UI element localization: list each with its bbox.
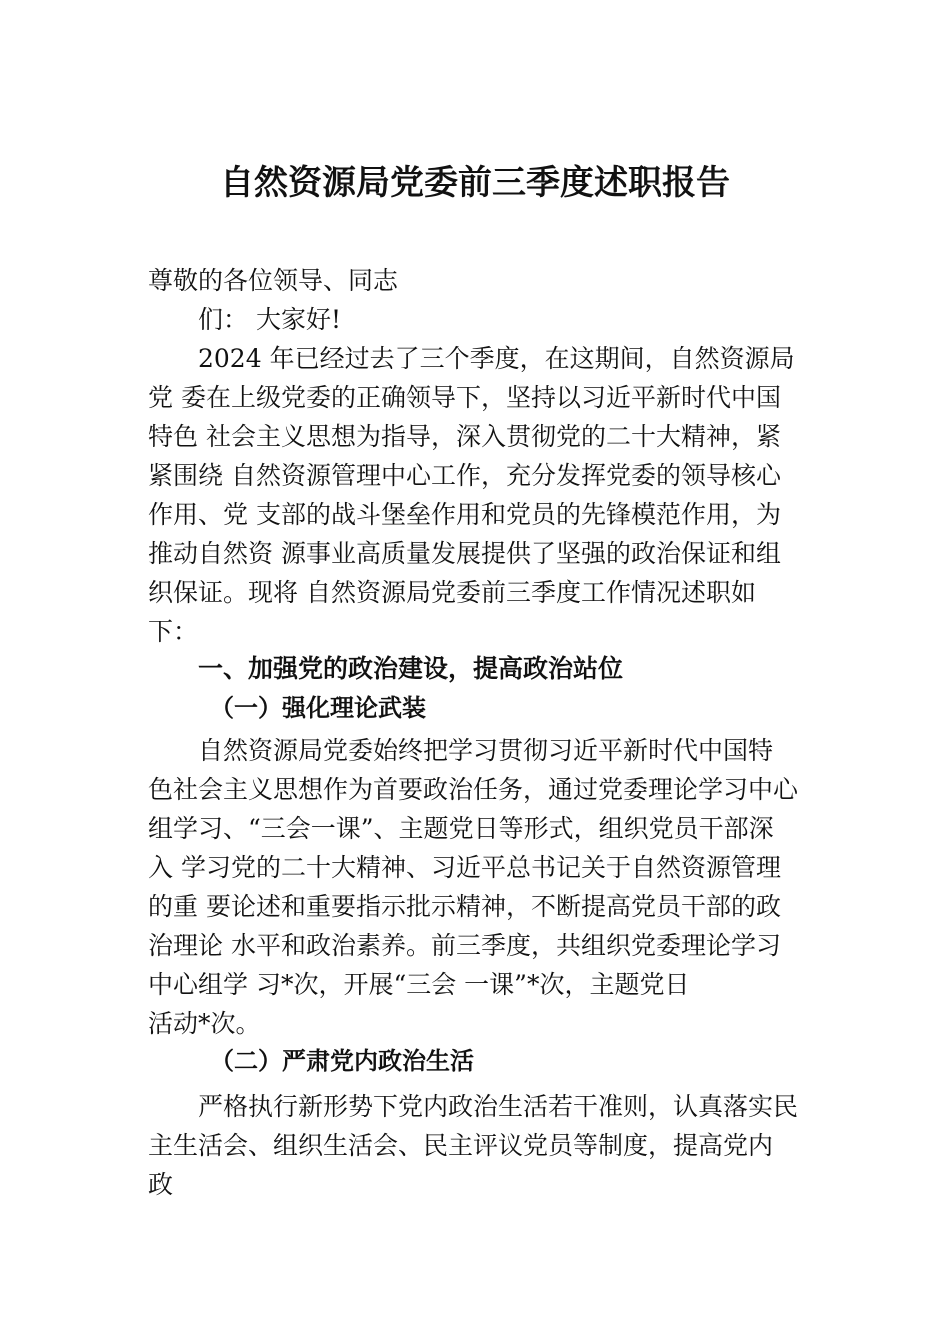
document-title: 自然资源局党委前三季度述职报告 xyxy=(220,163,730,203)
intro-line-7: 织保证。现将 自然资源局党委前三季度工作情况述职如 xyxy=(148,578,756,607)
intro-line-6: 推动自然资 源事业高质量发展提供了坚强的政治保证和组 xyxy=(148,539,781,568)
sub1-line-2: 色社会主义思想作为首要政治任务，通过党委理论学习中心 xyxy=(148,775,799,804)
section-1-heading: 一、加强党的政治建设，提高政治站位 xyxy=(198,654,624,683)
sub2-line-3: 政 xyxy=(148,1170,174,1199)
sub1-line-8: 活动*次。 xyxy=(148,1009,261,1038)
sub1-line-1: 自然资源局党委始终把学习贯彻习近平新时代中国特 xyxy=(198,736,774,765)
intro-line-3: 特色 社会主义思想为指导，深入贯彻党的二十大精神，紧 xyxy=(148,422,781,451)
sub1-line-5: 的重 要论述和重要指示批示精神，不断提高党员干部的政 xyxy=(148,892,781,921)
subsection-2-heading: （二）严肃党内政治生活 xyxy=(210,1046,474,1075)
greeting-line-2: 们： 大家好! xyxy=(198,305,341,334)
sub1-line-3: 组学习、“三会一课”、主题党日等形式，组织党员干部深 xyxy=(148,814,774,843)
subsection-1-heading: （一）强化理论武装 xyxy=(210,693,426,722)
sub1-line-6: 治理论 水平和政治素养。前三季度，共组织党委理论学习 xyxy=(148,931,781,960)
sub2-line-1: 严格执行新形势下党内政治生活若干准则，认真落实民 xyxy=(198,1092,799,1121)
sub1-line-7: 中心组学 习*次，开展“三会 一课”*次，主题党日 xyxy=(148,970,690,999)
sub2-line-2: 主生活会、组织生活会、民主评议党员等制度，提高党内 xyxy=(148,1131,774,1160)
intro-line-5: 作用、党 支部的战斗堡垒作用和党员的先锋模范作用，为 xyxy=(148,500,781,529)
intro-line-4: 紧围绕 自然资源管理中心工作，充分发挥党委的领导核心 xyxy=(148,461,781,490)
greeting-line-1: 尊敬的各位领导、同志 xyxy=(148,266,399,295)
sub1-line-4: 入 学习党的二十大精神、习近平总书记关于自然资源管理 xyxy=(148,853,781,882)
intro-line-1: 2024 年已经过去了三个季度，在这期间，自然资源局 xyxy=(198,344,795,373)
intro-line-2: 党 委在上级党委的正确领导下，坚持以习近平新时代中国 xyxy=(148,383,781,412)
intro-line-8: 下： xyxy=(148,617,199,646)
